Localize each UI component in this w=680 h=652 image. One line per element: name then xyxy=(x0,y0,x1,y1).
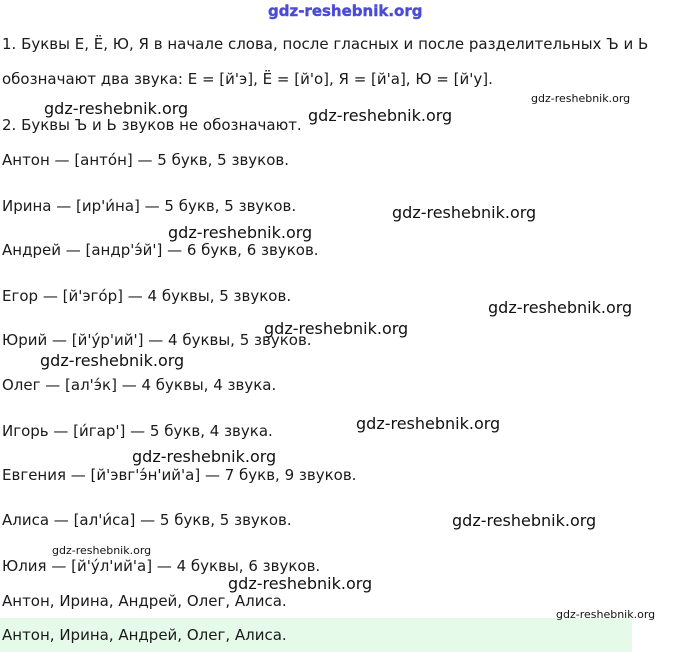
watermark: gdz-reshebnik.org xyxy=(264,319,409,338)
name-alisa: Алиса — [ал'и́са] — 5 букв, 5 звуков. xyxy=(2,511,292,529)
answer-names: Антон, Ирина, Андрей, Олег, Алиса. xyxy=(2,592,287,610)
watermark: gdz-reshebnik.org xyxy=(40,351,185,370)
watermark: gdz-reshebnik.org xyxy=(44,99,189,118)
name-evgeniya: Евгения — [й'эвг'э́н'ий'а] — 7 букв, 9 звуков. xyxy=(2,466,357,484)
watermark: gdz-reshebnik.org xyxy=(228,574,373,593)
answer-names-highlighted: Антон, Ирина, Андрей, Олег, Алиса. xyxy=(2,626,287,644)
rule-1-line-2: обозначают два звука: Е = [й'э], Ё = [й'о], Я = [й'а], Ю = [й'у]. xyxy=(2,70,493,88)
watermark: gdz-reshebnik.org xyxy=(531,92,631,105)
name-irina: Ирина — [ир'и́на] — 5 букв, 5 звуков. xyxy=(2,197,297,215)
watermark: gdz-reshebnik.org xyxy=(356,414,501,433)
watermark: gdz-reshebnik.org xyxy=(452,511,597,530)
name-igor: Игорь — [и́гар'] — 5 букв, 4 звука. xyxy=(2,422,273,440)
name-yuliya: Юлия — [й'у́л'ий'а] — 4 буквы, 6 звуков. xyxy=(2,557,321,575)
watermark: gdz-reshebnik.org xyxy=(308,106,453,125)
watermark: gdz-reshebnik.org xyxy=(52,544,152,557)
watermark: gdz-reshebnik.org xyxy=(488,298,633,317)
watermark-header: gdz-reshebnik.org xyxy=(268,2,423,20)
name-anton: Антон — [анто́н] — 5 букв, 5 звуков. xyxy=(2,151,290,169)
watermark: gdz-reshebnik.org xyxy=(132,447,277,466)
watermark: gdz-reshebnik.org xyxy=(392,203,537,222)
rule-1-line-1: 1. Буквы Е, Ё, Ю, Я в начале слова, после гласных и после разделительных Ъ и Ь xyxy=(2,35,649,53)
name-yuriy: Юрий — [й'у́р'ий'] — 4 буквы, 5 звуков. xyxy=(2,331,312,349)
rule-2: 2. Буквы Ъ и Ь звуков не обозначают. xyxy=(2,116,302,134)
name-oleg: Олег — [ал'э́к] — 4 буквы, 4 звука. xyxy=(2,376,277,394)
watermark: gdz-reshebnik.org xyxy=(556,608,656,621)
name-andrey: Андрей — [андр'э́й'] — 6 букв, 6 звуков. xyxy=(2,241,319,259)
watermark: gdz-reshebnik.org xyxy=(168,223,313,242)
name-egor: Егор — [й'эго́р] — 4 буквы, 5 звуков. xyxy=(2,287,292,305)
